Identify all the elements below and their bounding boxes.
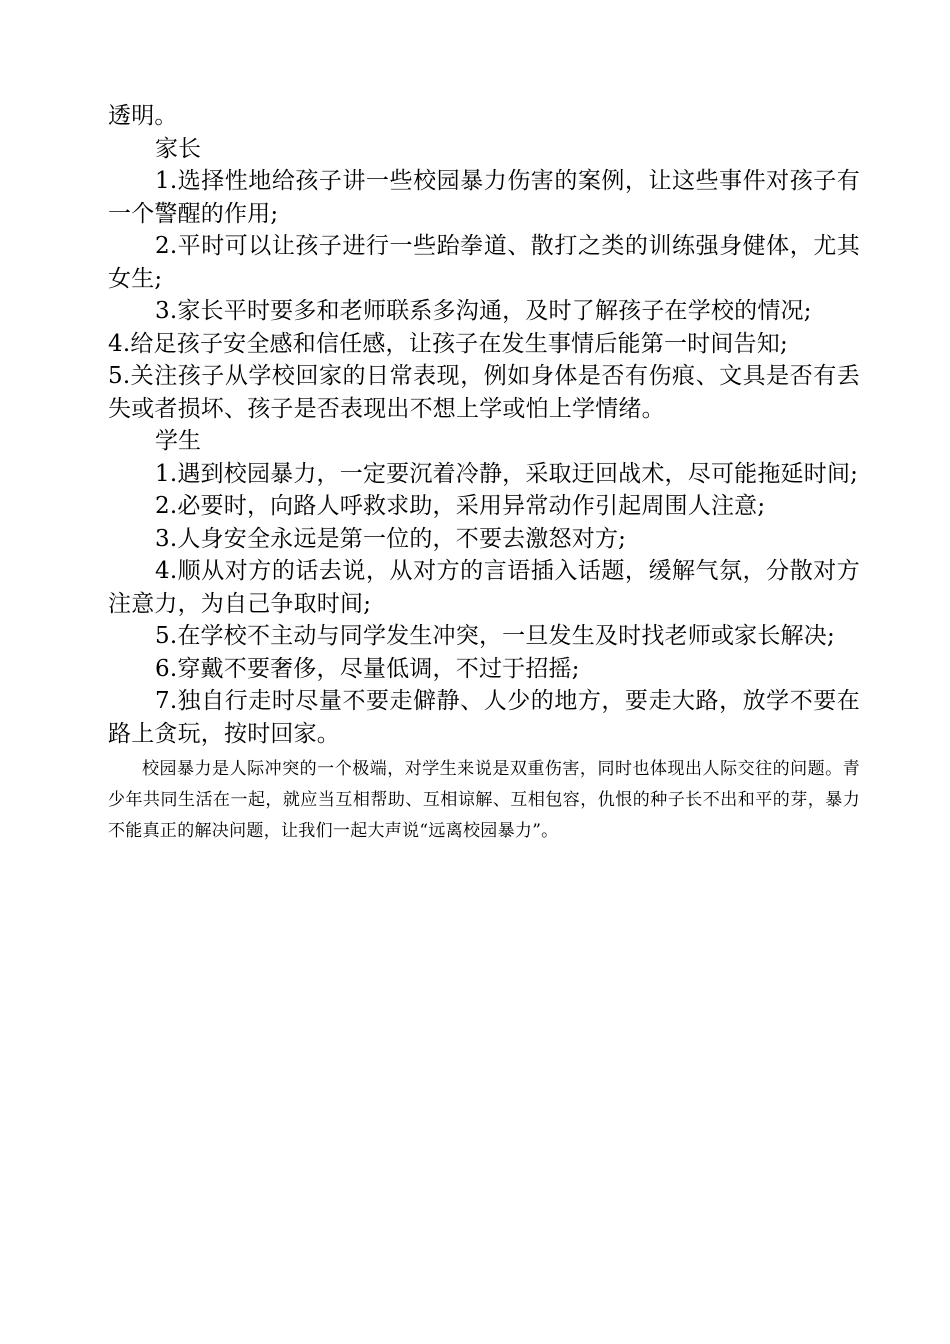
document-page [108, 100, 860, 847]
students-item-4: 4.顺从对方的话去说，从对方的言语插入话题，缓解气氛，分散对方注意力，为自己争取时间; [108, 558, 860, 617]
students-item-7: 7.独自行走时尽量不要走僻静、人少的地方，要走大路，放学不要在路上贪玩，按时回家。 [108, 688, 860, 747]
parents-item-1: 1.选择性地给孩子讲一些校园暴力伤害的案例，让这些事件对孩子有一个警醒的作用; [108, 168, 860, 227]
students-heading: 学生 [155, 428, 201, 454]
students-item-3: 3.人身安全永远是第一位的，不要去激怒对方; [155, 525, 627, 552]
parents-item-5: 5.关注孩子从学校回家的日常表现，例如身体是否有伤痕、文具是否有丢失或者损坏、孩子是否表现出不想上学或怕上学情绪。 [108, 363, 860, 422]
students-item-5: 5.在学校不主动与同学发生冲突，一旦发生及时找老师或家长解决; [155, 623, 835, 649]
parents-item-4: 4.给足孩子安全感和信任感，让孩子在发生事情后能第一时间告知; [108, 330, 788, 357]
opening-line: 透明。 [108, 103, 178, 129]
parents-item-2: 2.平时可以让孩子进行一些跆拳道、散打之类的训练强身健体，尤其女生; [108, 233, 860, 292]
parents-item-3: 3.家长平时要多和老师联系多沟通，及时了解孩子在学校的情况; [155, 298, 812, 324]
parents-heading: 家长 [155, 135, 201, 162]
students-item-6: 6.穿戴不要奢侈，尽量低调，不过于招摇; [155, 655, 580, 682]
closing-paragraph: 校园暴力是人际冲突的一个极端，对学生来说是双重伤害，同时也体现出人际交往的问题。青少年共同生活在一起，就应当互相帮助、互相谅解、互相包容，仇恨的种子长不出和平的芽，暴力不能真正的解决问题，让我们一起大声说“远离校园暴力”。 [108, 759, 860, 841]
students-item-1: 1.遇到校园暴力，一定要沉着冷静，采取迂回战术，尽可能拖延时间; [155, 460, 859, 487]
students-item-2: 2.必要时，向路人呼救求助，采用异常动作引起周围人注意; [155, 493, 766, 519]
